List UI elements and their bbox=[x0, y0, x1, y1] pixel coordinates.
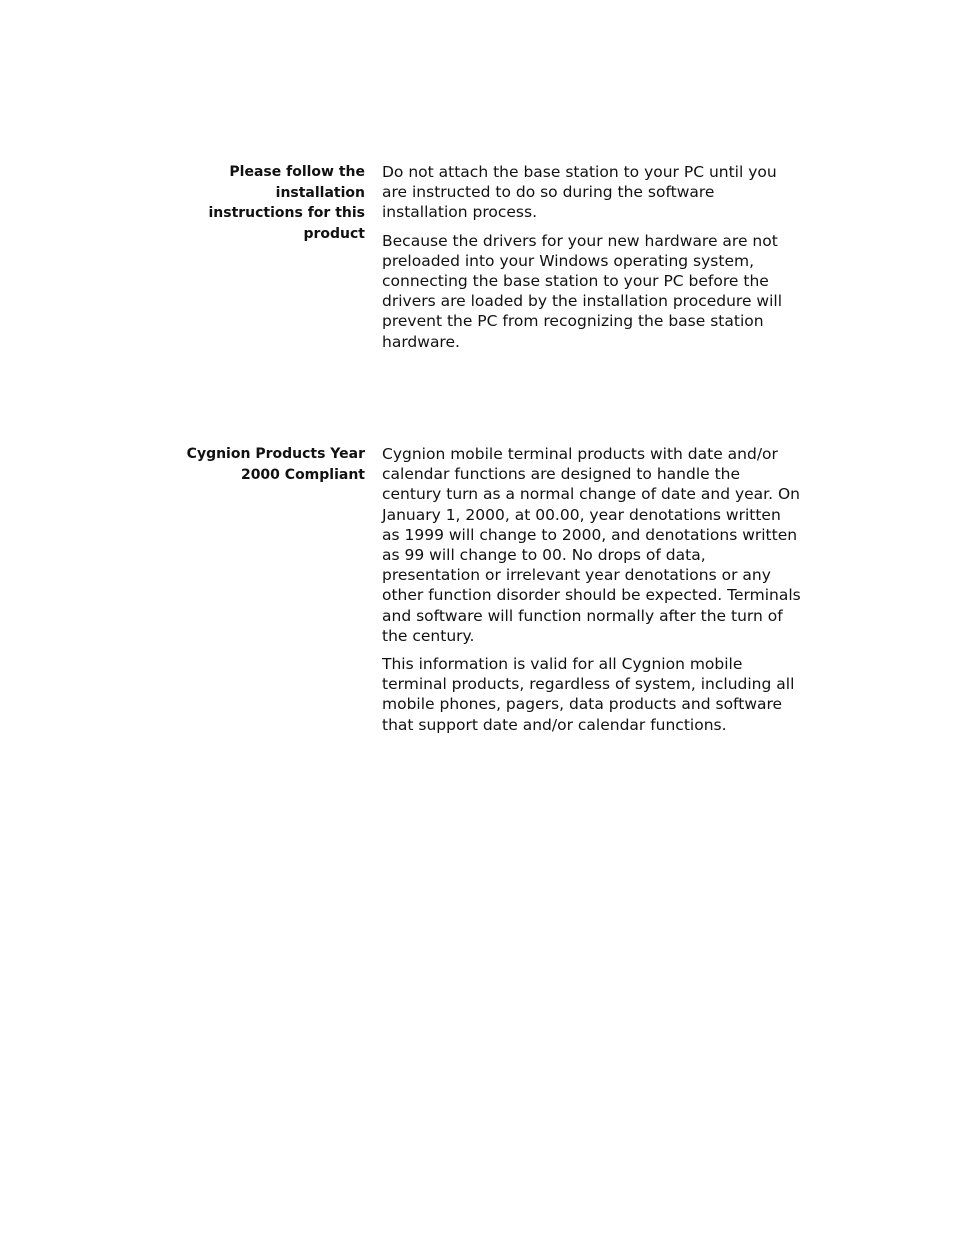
y2k-paragraph-2: This information is valid for all Cygnion mobile terminal products, regardless of system, including all mobile phones, pagers, data products and software that support date and/or calendar functions. bbox=[382, 655, 795, 734]
installation-paragraph-2: Because the drivers for your new hardware are not preloaded into your Windows operating system, connecting the base station to your PC before the drivers are loaded by the installation procedure will prevent the PC from recognizing the base station hardware. bbox=[382, 231, 783, 351]
y2k-body bbox=[382, 444, 802, 743]
y2k-paragraph-1: Cygnion mobile terminal products with date and/or calendar functions are designed to handle the century turn as a normal change of date and year. On January 1, 2000, at 00.00, year denotations written as 1999 will change to 2000, and denotations written as 99 will change to 00. No drops of data, presentation or irrelevant year denotations or any other function disorder should be expected. Terminals and software will function normally after the turn of the century. bbox=[382, 445, 801, 645]
installation-heading: Please follow the installation instructions for this product bbox=[208, 164, 365, 242]
installation-body bbox=[382, 162, 802, 360]
installation-paragraph-1: Do not attach the base station to your PC until you are instructed to do so during the software installation process. bbox=[382, 163, 777, 222]
y2k-heading: Cygnion Products Year 2000 Compliant bbox=[186, 446, 365, 483]
